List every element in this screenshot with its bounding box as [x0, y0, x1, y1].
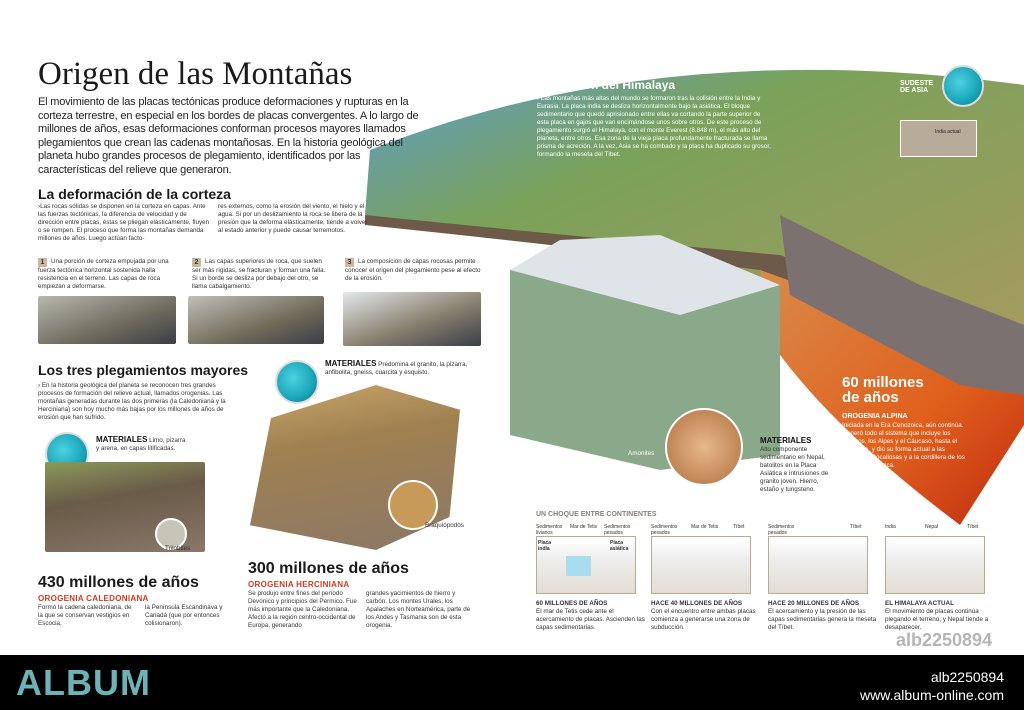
caledoniana-materiales: [96, 436, 186, 453]
collision-diagram: [768, 536, 868, 594]
diagram-label: Tíbet: [733, 524, 745, 530]
collision-diagram: [885, 536, 985, 594]
choque-caption-4: [885, 600, 1000, 632]
alpina-title: OROGENIA ALPINA: [842, 413, 908, 420]
caledoniana-age: 430 millones de años: [38, 574, 199, 591]
materiales-label: MATERIALES: [760, 436, 812, 445]
diagram-label: Mar de Tetis: [570, 524, 598, 530]
caption-title: HACE 40 MILLONES DE AÑOS: [651, 600, 743, 607]
page-title: Origen de las Montañas: [38, 56, 353, 92]
map-label: India actual: [935, 129, 961, 135]
herciniana-text-1: Se produjo entre fines del período Devónico y principios del Pérmico. Fue más importante que la Caledoniana. Afectó a la región centro-occidental de Europa, generando: [248, 590, 357, 629]
diagram-label: Placa asiática: [610, 540, 629, 552]
herciniana-materiales: [325, 360, 475, 377]
caledoniana-text-1: Formó la cadena caledoniana, de la que se conservan vestigios en Escocia,: [38, 604, 132, 627]
herciniana-title: OROGENIA HERCINIANA: [248, 580, 350, 589]
himalaya-heading: Formación del Himalaya: [537, 78, 676, 92]
diagram-label: Sedimentos pesados: [604, 524, 631, 536]
caption-title: EL HIMALAYA ACTUAL: [885, 600, 954, 607]
globe-icon: [275, 360, 319, 404]
caption-title: 60 MILLONES DE AÑOS: [536, 600, 608, 607]
ammonite-icon: [665, 408, 743, 486]
fossil-label: Amonites: [628, 450, 655, 457]
alpina-age: 60 millones de años: [842, 374, 924, 406]
plegamientos-heading: Los tres plegamientos mayores: [38, 362, 249, 378]
deformacion-text-2: res externos, como la erosión del viento, el hielo y el agua. Si por un deslizamiento la roca se libera de la presión que la deforma elásticamente, tiende a volver al estado anterior y puede causar terremotos.: [218, 203, 368, 234]
choque-caption-1: [536, 600, 646, 632]
materiales-text: Limo, pizarra y arena, en capas litificadas.: [96, 437, 186, 452]
watermark-id: alb2250894: [896, 630, 993, 650]
choque-caption-3: [768, 600, 878, 632]
fossil-label: Braquiópodos: [425, 522, 464, 529]
deformacion-heading: La deformación de la corteza: [38, 186, 231, 202]
globe-icon: [942, 65, 984, 107]
deformacion-text-1: ›Las rocas sólidas se disponen en la corteza en capas. Ante las fuerzas tectónicas, la diferencia de velocidad y de dirección entre placas, éstas se pliegan elásticamente, fluyen o se rompen. El proceso que forma las montañas demanda millones de años. Luego actúan facto-: [38, 203, 210, 242]
choque-panel-2: [651, 524, 751, 596]
alpina-text: Iniciada en la Era Cenozoica, aún continúa. Generó todo el sistema que incluye los Pirineos, los Alpes y el Cáucaso, hasta el Himalaya, y dio su forma actual a las montañas Rocallosas y a la cordillera de los Andes en América.: [842, 422, 965, 469]
herciniana-text-2: grandes yacimientos de hierro y carbón. Los montes Urales, los Apalaches en Norteamérica, parte de los Andes y Tasmania son de esta orogenia.: [366, 590, 471, 629]
caledoniana-text-2: la Península Escandinava y Canadá (que por entonces colisionaron).: [145, 604, 223, 627]
site-link[interactable]: www.album-online.com: [860, 687, 1004, 703]
plegamientos-text: › En la historia geológica del planeta se reconocen tres grandes procesos de formación del relieve actual, llamados orogenias. Las montañas generadas durante las dos primeras (la Caledoniana y la Herciniana) son hoy mucho más bajas por los millones de años de erosión que han sufrido.: [38, 382, 226, 421]
caption-text: El movimiento de placas continúa plegando el terreno, y Nepal tiende a desaparecer.: [885, 608, 989, 631]
step-text: Una porción de corteza empujada por una fuerza tectónica horizontal sostenida halla resistencia en el terreno. Las capas de roca empiezan a deformarse.: [38, 258, 169, 290]
materiales-text: Predomina el granito, la pizarra, anfibolita, gneiss, cuarcita y esquisto.: [325, 361, 468, 376]
region-label: SUDESTE DE ASIA: [900, 80, 934, 94]
fossil-label: Trilobites: [165, 545, 191, 552]
alpina-materiales: [760, 437, 835, 494]
diagram-label: Nepal: [925, 524, 939, 530]
materiales-label: MATERIALES: [96, 435, 148, 444]
diagram-label: India: [885, 524, 896, 530]
india-map-inset: [900, 120, 977, 157]
materiales-text: Alto componente sedimentario en Nepal, batolitos en la Placa Asiática e intrusiones de granito joven. Hierro, estaño y tungsteno.: [760, 446, 829, 493]
choque-caption-2: [651, 600, 761, 632]
intro-text: El movimiento de las placas tectónicas produce deformaciones y rupturas en la corteza terrestre, en especial en los bordes de placas convergentes. A lo largo de millones de años, esas deformaciones conforman procesos mayores llamados plegamientos que crean las cadenas montañosas. En la historia geológica del planeta hubo grandes procesos de plegamiento, identificados por las características del relieve que generaron.: [38, 96, 419, 176]
footer-info: [860, 668, 1004, 704]
step-3: [345, 258, 485, 283]
diagram-label: Sedimentos pesados: [651, 524, 678, 536]
step-text: Las capas superiores de roca, que suelen ser más rígidas, se fracturan y forman una falla. Si un borde se desliza por debajo del otro, se llama cabalgamiento.: [192, 258, 326, 290]
caption-text: El mar de Tetis cede ante el acercamiento de placas. Ascienden las capas sedimentarias.: [536, 608, 645, 631]
materiales-label: MATERIALES: [325, 359, 377, 368]
diagram-label: Mar de Tetis: [691, 524, 719, 530]
caption-text: El acercamiento y la presión de las capas sedimentarias genera la meseta del Tíbet.: [768, 608, 877, 631]
diagram-label: Sedimentos livianos: [536, 524, 563, 536]
step-2: [192, 258, 332, 291]
fold-block-1: [38, 296, 176, 344]
diagram-label: Tíbet: [967, 524, 979, 530]
collision-diagram: [651, 536, 751, 594]
step-number: 2: [192, 258, 201, 267]
choque-panel-3: [768, 524, 868, 596]
step-text: La composición de capas rocosas permite conocer el origen del plegamiento pese al efecto de la erosión.: [345, 258, 481, 282]
choque-panel-4: [885, 524, 985, 596]
herciniana-age: 300 millones de años: [248, 560, 409, 577]
fold-block-2: [188, 296, 324, 344]
caledoniana-title: OROGENIA CALEDONIANA: [38, 594, 149, 603]
caption-title: HACE 20 MILLONES DE AÑOS: [768, 600, 860, 607]
choque-panel-1: [536, 524, 636, 596]
fold-block-3: [343, 292, 481, 346]
diagram-label: Tíbet: [850, 524, 862, 530]
diagram-label: Sedimentos pesados: [768, 524, 795, 536]
step-number: 3: [345, 258, 354, 267]
image-id: alb2250894: [930, 669, 1004, 685]
caption-text: Con el encuentro entre ambas placas comienza a generarse una zona de subducción.: [651, 608, 756, 631]
tethys-sea: [566, 556, 591, 576]
diagram-label: Placa india: [538, 540, 552, 552]
himalaya-text: › Las montañas más altas del mundo se formaron tras la colisión entre la India y Eurasia. La placa india se desliza horizontalmente bajo la asiática. El bloque sedimentario que quedó aprisionado entre ellas va cortando la parte superior de esta placa en gajos que van encimándose unos sobre otros. De este proceso de plegamiento surgió el Himalaya, con el monte Everest (8.848 m), el más alto del planeta, entre otros. Esa zona de la vieja placa profundamente fracturada se llama prisma de acreción. A la vez, Asia se ha combado y la placa ha duplicado su grosor, formando la meseta del Tíbet.: [537, 95, 771, 158]
step-number: 1: [38, 258, 47, 267]
album-logo[interactable]: ALBUM: [16, 662, 151, 703]
step-1: [38, 258, 178, 291]
choque-heading: UN CHOQUE ENTRE CONTINENTES: [536, 511, 657, 518]
